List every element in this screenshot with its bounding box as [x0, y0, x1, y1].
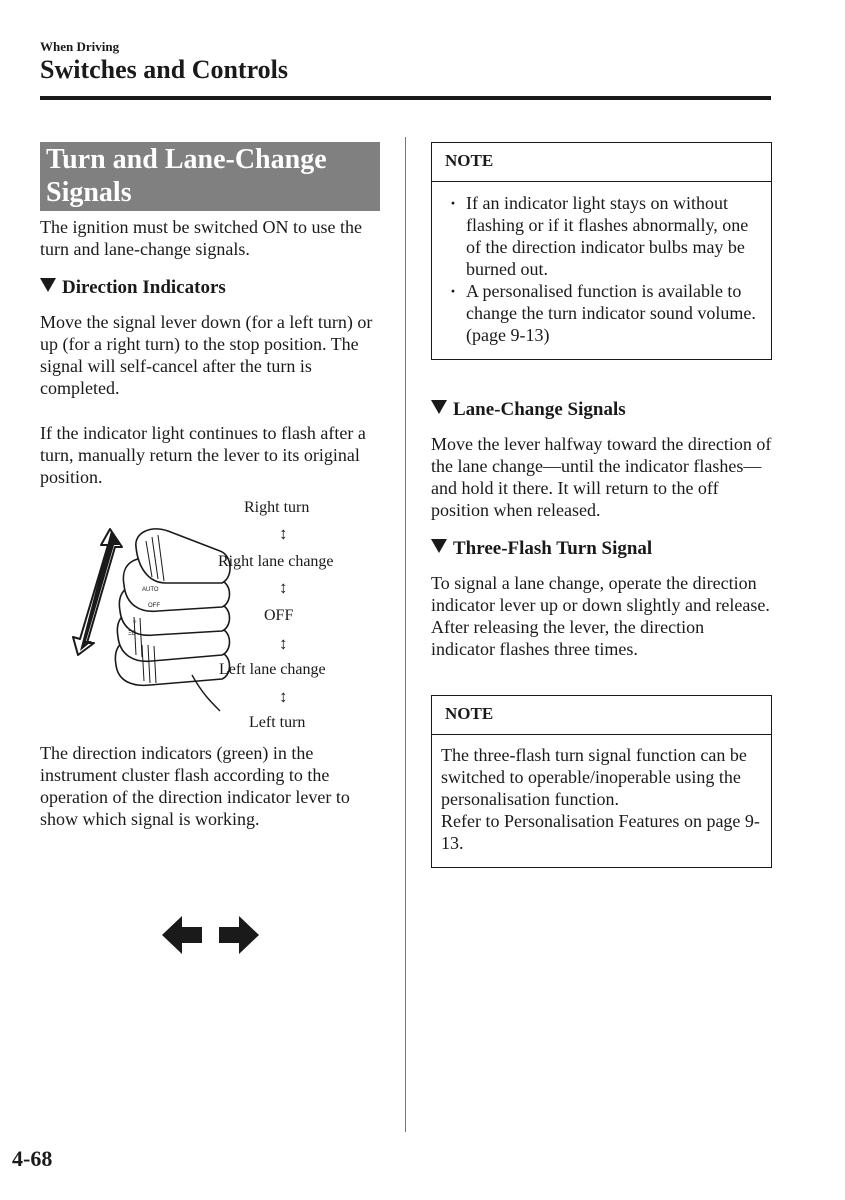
note-2-body — [432, 735, 771, 854]
up-down-arrow-icon: ↕ — [279, 578, 288, 597]
column-divider — [405, 137, 406, 1132]
note-heading: NOTE — [432, 143, 771, 182]
subhead-lane-change — [431, 398, 626, 422]
svg-text:ΞD: ΞD — [128, 631, 137, 637]
subhead-direction-indicators — [40, 276, 226, 300]
note-heading: NOTE — [432, 696, 771, 735]
subhead-three-label: Three-Flash Turn Signal — [453, 538, 653, 559]
direction-paragraph-3: The direction indicators (green) in the instrument cluster flash according to the operation of the direction indicator lever to show which signal is working. — [40, 743, 350, 829]
label-off: OFF — [264, 607, 294, 624]
header-rule — [40, 96, 771, 100]
note-1-list — [432, 182, 771, 346]
page-title: Switches and Controls — [40, 55, 289, 84]
note-2-line-1: The three-flash turn signal function can be switched to operable/inoperable using the personalisation function. — [441, 745, 747, 809]
subhead-three-flash — [431, 537, 652, 561]
label-right-lane-change: Right lane change — [218, 553, 334, 570]
direction-paragraph-1: Move the signal lever down (for a left turn) or up (for a right turn) to the stop position. The signal will self-cancel after the turn is completed. — [40, 312, 373, 398]
up-down-arrow-icon: ↕ — [279, 634, 288, 653]
label-right-turn: Right turn — [244, 499, 310, 516]
up-down-arrow-icon: ↕ — [279, 687, 288, 706]
section-title-banner: Turn and Lane-Change Signals — [40, 142, 380, 211]
triangle-bullet-icon — [40, 278, 56, 292]
intro-text: The ignition must be switched ON to use the turn and lane-change signals. — [40, 217, 362, 259]
subhead-lane-label: Lane-Change Signals — [453, 399, 626, 420]
note-1-item: · A personalised function is available to change the turn indicator sound volume. (page 9-13) — [444, 280, 763, 346]
lane-change-paragraph: Move the lever halfway toward the direction of the lane change—until the indicator flashes— and hold it there. It will return to the off position when released. — [431, 434, 772, 520]
note-box-2 — [431, 695, 772, 868]
note-box-1 — [431, 142, 772, 360]
signal-lever-illustration — [72, 525, 237, 715]
triangle-bullet-icon — [431, 400, 447, 414]
note-2-line-2: Refer to Personalisation Features on page 9-13. — [441, 811, 760, 853]
page-number: 4-68 — [12, 1146, 53, 1171]
up-down-arrow-icon: ↕ — [279, 524, 288, 543]
subhead-direction-label: Direction Indicators — [62, 277, 226, 298]
up-down-double-arrow-icon — [73, 529, 122, 655]
svg-text:AUTO: AUTO — [142, 587, 159, 593]
svg-text:☼: ☼ — [132, 619, 138, 625]
note-1-item: · If an indicator light stays on without flashing or if it flashes abnormally, one of the direction indicator bulbs may be burned out. — [444, 192, 763, 280]
direction-paragraph-2: If the indicator light continues to flash after a turn, manually return the lever to its original position. — [40, 423, 366, 487]
three-flash-paragraph: To signal a lane change, operate the direction indicator lever up or down slightly and release. After releasing the lever, the direction indicator flashes three times. — [431, 573, 770, 659]
section-pretitle: When Driving — [40, 39, 120, 54]
label-left-lane-change: Left lane change — [219, 661, 326, 678]
label-left-turn: Left turn — [249, 714, 306, 731]
turn-signal-arrows-icon — [162, 914, 260, 956]
triangle-bullet-icon — [431, 539, 447, 553]
svg-text:OFF: OFF — [148, 603, 160, 609]
